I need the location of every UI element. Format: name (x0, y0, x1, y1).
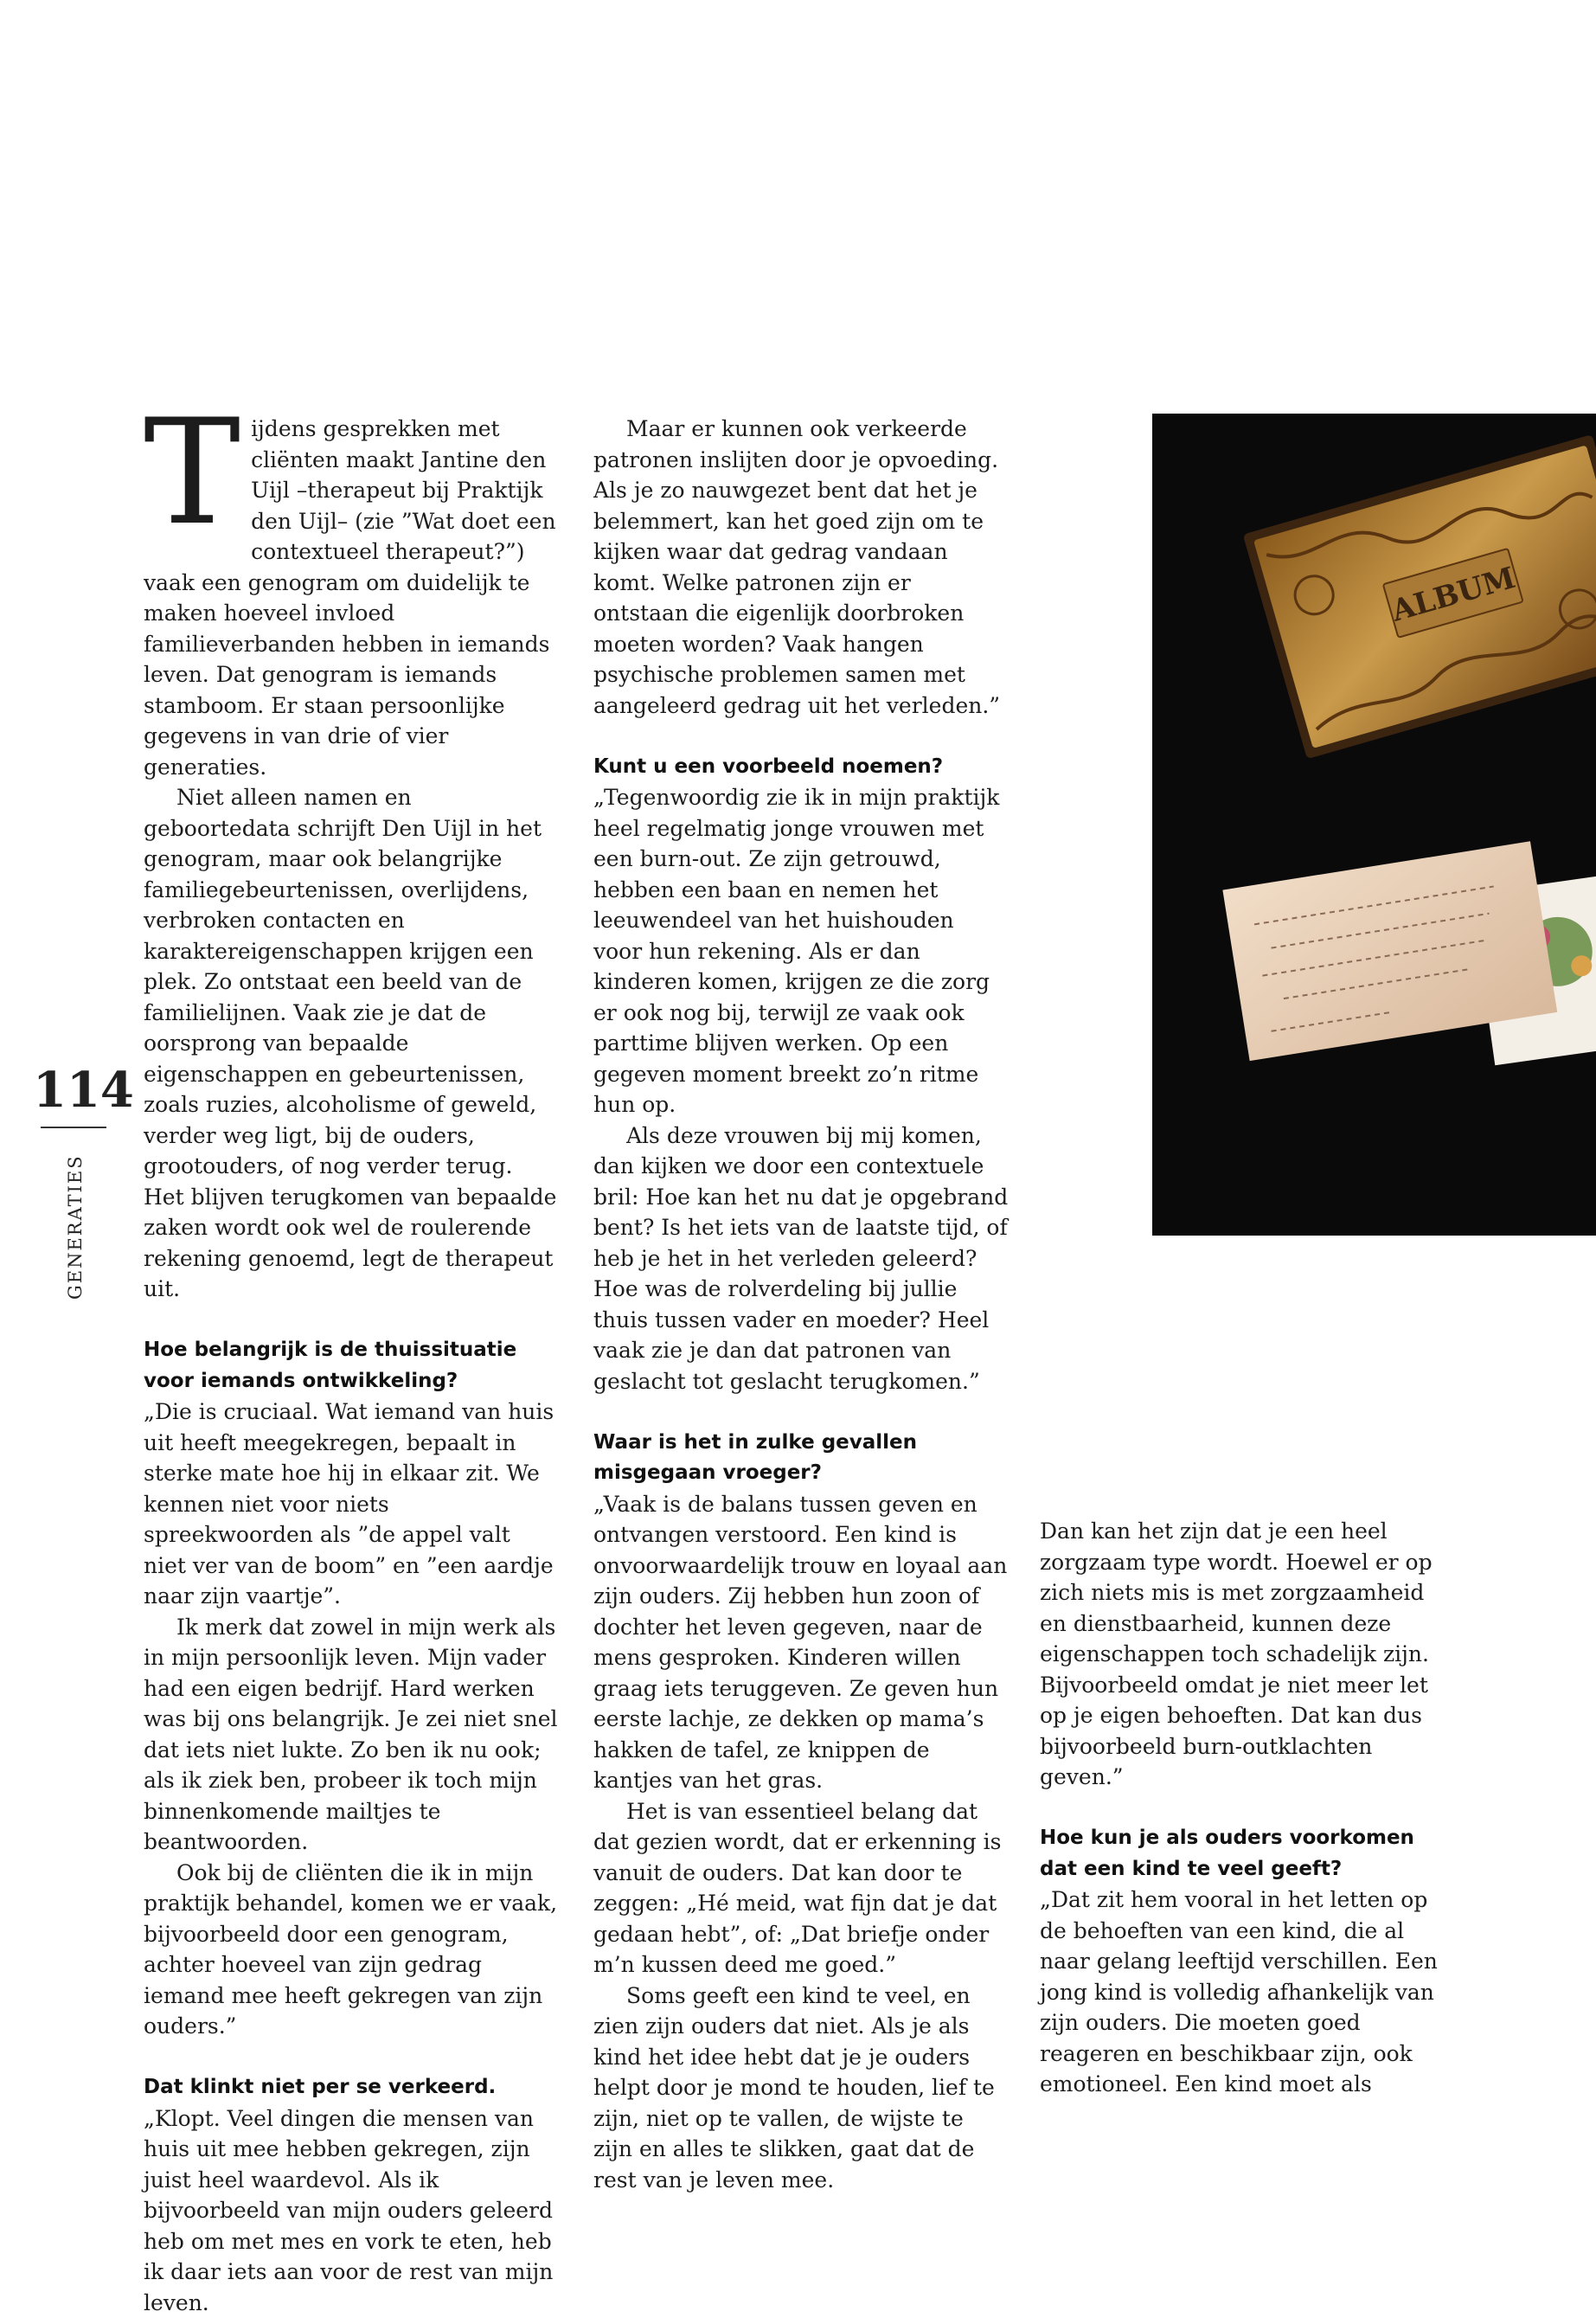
intro-text: ijdens gesprekken met cliënten maakt Jantine den Uijl –therapeut bij Praktijk den Uijl– (zie ”Wat doet een contextueel therapeut?”) vaak een genogram om duidelijk te maken hoeveel invloed familieverbanden hebben in iemands leven. Dat genogram is iemands stamboom. Er staan persoonlijke gegevens in van drie of vier generaties. (144, 416, 556, 780)
body-paragraph: Het is van essentieel belang dat dat gezien wordt, dat er erkenning is vanuit de ouders. Dat kan door te zeggen: „Hé meid, wat fijn dat je dat gedaan hebt”, of: „Dat briefje onder m’n kussen deed me goed.” (593, 1796, 1009, 1981)
body-paragraph: Dan kan het zijn dat je een heel zorgzaam type wordt. Hoewel er op zich niets mis is met zorgzaamheid en dienstbaarheid, kunnen deze eigenschappen toch schadelijk zijn. Bijvoorbeeld omdat je niet meer let op je eigen behoeften. Dat kan dus bijvoorbeeld burn-outklachten geven.” (1040, 1516, 1455, 1793)
album-label: ALBUM (1387, 561, 1519, 629)
interview-question: Kunt u een voorbeeld noemen? (593, 752, 1009, 783)
section-label: GENERATIES (65, 1222, 86, 1300)
body-paragraph: Als deze vrouwen bij mij komen, dan kijken we door een contextuele bril: Hoe kan het nu dat je opgebrand bent? Is het iets van de laatste tijd, of heb je het in het verleden geleerd? Hoe was de rolverdeling bij jullie thuis tussen vader en moeder? Heel vaak zie je dan dat patronen van geslacht tot geslacht terugkomen.” (593, 1120, 1009, 1397)
interview-answer: „Die is cruciaal. Wat iemand van huis uit heeft meegekregen, bepaalt in sterke mate hoe hij in elkaar zit. We kennen niet voor niets spreekwoorden als ”de appel valt niet ver van de boom” en ”een aardje naar zijn vaartje”. (144, 1397, 559, 1612)
drop-cap: T (144, 417, 240, 540)
page-number: 114 (33, 1066, 114, 1114)
folio-divider (41, 1127, 106, 1128)
interview-question: Hoe kun je als ouders voorkomen dat een kind te veel geeft? (1040, 1823, 1455, 1885)
body-paragraph: Niet alleen namen en geboortedata schrijft Den Uijl in het genogram, maar ook belangrijke familiegebeurtenissen, overlijdens, verbroken contacten en karaktereigenschappen krijgen een plek. Zo ontstaat een beeld van de familielijnen. Vaak zie je dat de oorsprong van bepaalde eigenschappen en gebeurtenissen, zoals ruzies, alcoholisme of geweld, verder weg ligt, bij de ouders, grootouders, of nog verder terug. Het blijven terugkomen van bepaalde zaken wordt ook wel de roulerende rekening genoemd, legt de therapeut uit. (144, 782, 559, 1305)
album-photo (1152, 414, 1596, 1236)
album-illustration (1152, 414, 1596, 1236)
interview-question: Waar is het in zulke gevallen misgegaan vroeger? (593, 1428, 1009, 1489)
article-column-3 (1040, 1516, 1455, 2100)
page-folio (33, 1066, 114, 1128)
body-paragraph: Maar er kunnen ook verkeerde patronen inslijten door je opvoeding. Als je zo nauwgezet bent dat het je belemmert, kan het goed zijn om te kijken waar dat gedrag vandaan komt. Welke patronen zijn er ontstaan die eigenlijk doorbroken moeten worden? Vaak hangen psychische problemen samen met aangeleerd gedrag uit het verleden.” (593, 414, 1009, 721)
interview-question: Dat klinkt niet per se verkeerd. (144, 2072, 559, 2103)
interview-question: Hoe belangrijk is de thuissituatie voor iemands ontwikkeling? (144, 1335, 559, 1397)
article-column-2 (593, 414, 1009, 2195)
body-paragraph: Ik merk dat zowel in mijn werk als in mijn persoonlijk leven. Mijn vader had een eigen bedrijf. Hard werken was bij ons belangrijk. Je zei niet snel dat iets niet lukte. Zo ben ik nu ook; als ik ziek ben, probeer ik toch mijn binnenkomende mailtjes te beantwoorden. (144, 1612, 559, 1858)
interview-answer: „Dat zit hem vooral in het letten op de behoeften van een kind, die al naar gelang leeftijd verschillen. Een jong kind is volledig afhankelijk van zijn ouders. Die moeten goed reageren en beschikbaar zijn, ook emotioneel. Een kind moet als (1040, 1885, 1455, 2100)
interview-answer: „Tegenwoordig zie ik in mijn praktijk heel regelmatig jonge vrouwen met een burn-out. Ze zijn getrouwd, hebben een baan en nemen het leeuwendeel van het huishouden voor hun rekening. Als er dan kinderen komen, krijgen ze die zorg er ook nog bij, terwijl ze vaak ook parttime blijven werken. Op een gegeven moment breekt zo’n ritme hun op. (593, 782, 1009, 1120)
interview-answer: „Vaak is de balans tussen geven en ontvangen verstoord. Een kind is onvoorwaardelijk trouw en loyaal aan zijn ouders. Zij hebben hun zoon of dochter het leven gegeven, naar de mens gesproken. Kinderen willen graag iets teruggeven. Ze geven hun eerste lachje, ze dekken op mama’s hakken de tafel, ze knippen de kantjes van het gras. (593, 1489, 1009, 1796)
interview-answer: „Klopt. Veel dingen die mensen van huis uit mee hebben gekregen, zijn juist heel waardevol. Als ik bijvoorbeeld van mijn ouders geleerd heb om met mes en vork te eten, heb ik daar iets aan voor de rest van mijn leven. (144, 2103, 559, 2318)
intro-paragraph (144, 414, 559, 782)
body-paragraph: Ook bij de cliënten die ik in mijn praktijk behandel, komen we er vaak, bijvoorbeeld door een genogram, achter hoeveel van zijn gedrag iemand mee heeft gekregen van zijn ouders.” (144, 1858, 559, 2042)
body-paragraph: Soms geeft een kind te veel, en zien zijn ouders dat niet. Als je als kind het idee hebt dat je je ouders helpt door je mond te houden, lief te zijn, niet op te vallen, de wijste te zijn en alles te slikken, gaat dat de rest van je leven mee. (593, 1981, 1009, 2196)
article-column-1 (144, 414, 559, 2318)
